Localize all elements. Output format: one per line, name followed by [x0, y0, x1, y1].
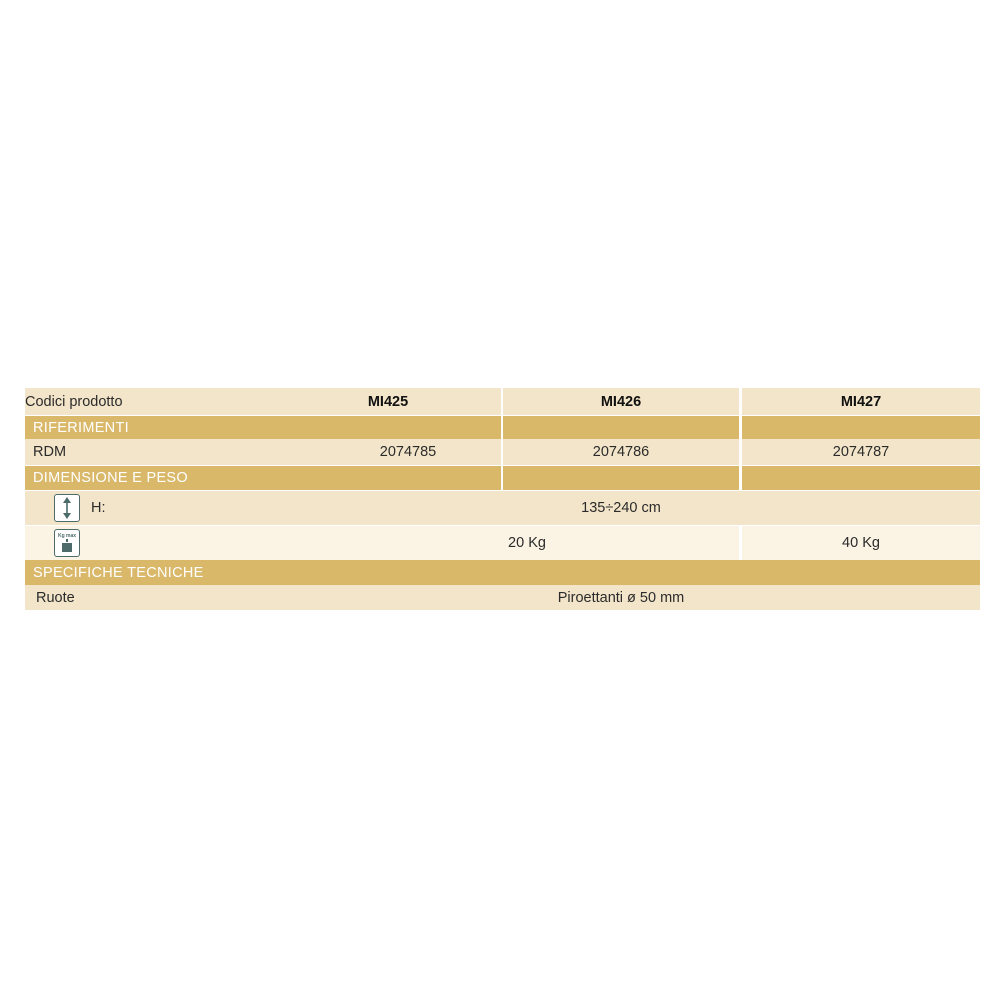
weight-value-shared: 20 Kg [508, 535, 546, 551]
wheels-label: Ruote [36, 589, 75, 606]
height-label-cell [91, 491, 151, 525]
rdm-label: RDM [33, 444, 67, 460]
header-row [25, 388, 980, 415]
header-col-3: MI427 [742, 388, 980, 415]
wheels-value: Piroettanti ø 50 mm [557, 589, 685, 606]
section-riferimenti-col-2 [503, 416, 739, 439]
section-dimensione-col-2 [503, 466, 739, 490]
section-dimensione-row [25, 466, 980, 490]
weight-row [25, 526, 980, 560]
rdm-value-3: 2074787 [742, 439, 980, 465]
section-dimensione: DIMENSIONE E PESO [25, 466, 501, 490]
section-dimensione-col-3 [742, 466, 980, 490]
section-riferimenti-row [25, 416, 980, 439]
section-specifiche: SPECIFICHE TECNICHE [25, 560, 980, 585]
section-riferimenti: RIFERIMENTI [25, 416, 501, 439]
section-riferimenti-col-3 [742, 416, 980, 439]
rdm-row [25, 439, 980, 465]
rdm-value-2: 2074786 [503, 439, 739, 465]
header-label: Codici prodotto [25, 393, 123, 410]
product-spec-table [25, 388, 980, 610]
weight-kg-max-icon: Kg max [54, 529, 80, 557]
rdm-value-1: 2074785 [379, 444, 437, 460]
height-row [25, 491, 980, 525]
height-value: 135÷240 cm [581, 500, 661, 516]
height-label: H: [91, 500, 106, 516]
header-col-2: MI426 [503, 388, 739, 415]
weight-value-last: 40 Kg [842, 535, 880, 551]
section-specifiche-row [25, 560, 980, 585]
height-arrow-icon [54, 494, 80, 522]
wheels-row [25, 585, 980, 610]
header-col-1: MI425 [367, 393, 409, 410]
